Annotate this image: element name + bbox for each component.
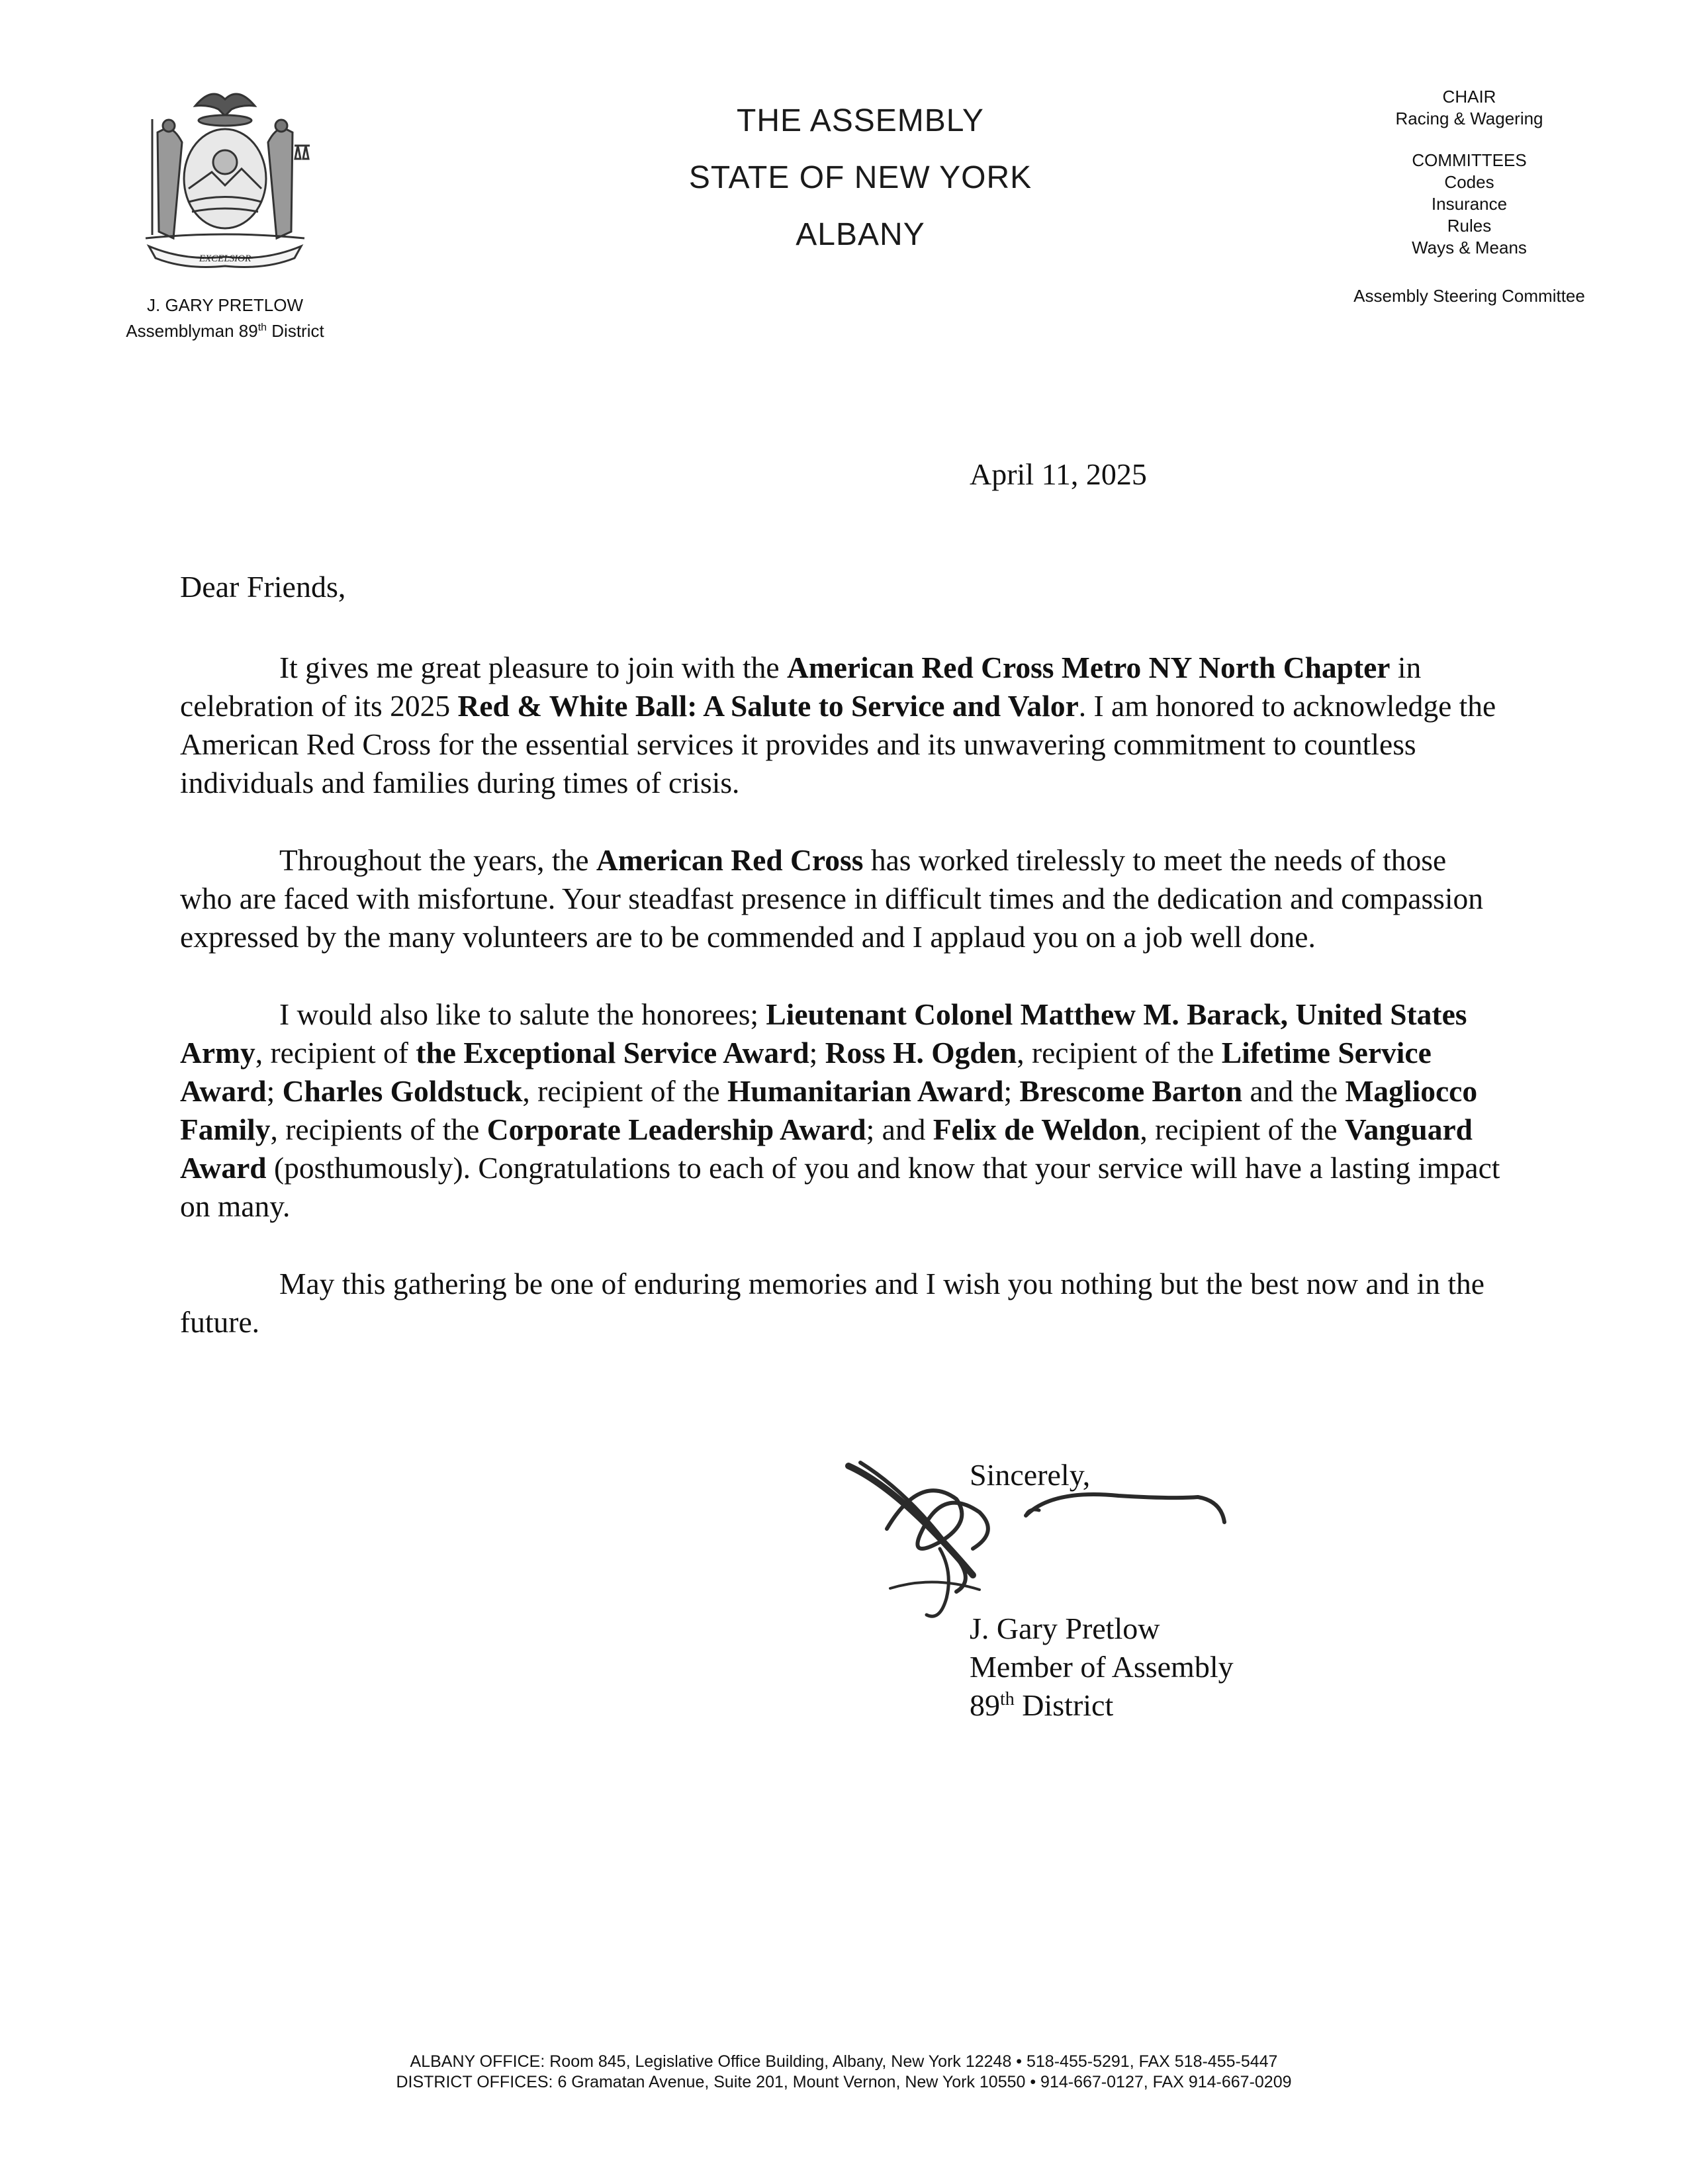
body-text: , recipients of the: [270, 1113, 487, 1146]
assembly-line-1: THE ASSEMBLY: [737, 103, 984, 138]
body-text: . I am honored to acknowledge the American Red Cross for the essential services it provides and its unwavering commitment to countless individuals and families during times of crisis.: [180, 689, 1496, 799]
body-text: ;: [266, 1074, 283, 1108]
signer-title: Member of Assembly: [970, 1650, 1234, 1684]
assembly-line-2: STATE OF NEW YORK: [688, 160, 1032, 195]
body-text: It gives me great pleasure to join with the: [279, 651, 787, 684]
bold-text: Corporate Leadership Award: [486, 1113, 866, 1146]
committee-item: Ways & Means: [1412, 238, 1527, 257]
body-text: has worked tirelessly to meet the needs of those who are faced with misfortune. Your steadfast presence in difficult times and the dedication and compassion expressed by the many volunteers are to be commended and I applaud you on a job well done.: [180, 843, 1484, 954]
bold-text: Vanguard Award: [180, 1113, 1473, 1185]
signer-district-suffix: th: [1000, 1689, 1015, 1709]
body-text: , recipient of the: [1017, 1036, 1222, 1069]
seal-motto: EXCELSIOR: [199, 253, 251, 264]
salutation: Dear Friends,: [180, 570, 346, 604]
committee-item: Codes: [1444, 172, 1494, 192]
signer-name: J. Gary Pretlow: [970, 1612, 1160, 1645]
office-footer: [199, 2052, 1489, 2093]
bold-text: American Red Cross Metro NY North Chapter: [786, 651, 1391, 684]
body-text: I would also like to salute the honorees;: [279, 997, 766, 1031]
member-name: J. GARY PRETLOW: [147, 295, 303, 315]
body-text: Throughout the years, the: [279, 843, 596, 877]
committees-heading: COMMITTEES: [1412, 150, 1527, 170]
body-text: , recipient of the: [522, 1074, 727, 1108]
paragraph-1: [180, 649, 1504, 802]
committee-item: Insurance: [1431, 194, 1508, 214]
assembly-line-3: ALBANY: [796, 217, 925, 252]
body-text: ;: [809, 1036, 825, 1069]
signer-district-word: District: [1014, 1688, 1114, 1722]
body-text: and the: [1242, 1074, 1346, 1108]
assembly-heading: [596, 93, 1125, 263]
letter-date: April 11, 2025: [970, 457, 1147, 491]
body-text: , recipient of the: [1140, 1113, 1345, 1146]
paragraph-3: [180, 995, 1504, 1226]
bold-text: Magliocco Family: [180, 1074, 1478, 1146]
member-block: [106, 295, 344, 342]
body-text: in celebration of its 2025: [180, 651, 1422, 723]
signer-district-number: 89: [970, 1688, 1000, 1722]
signer-district: [970, 1686, 1234, 1725]
committee-assignments: [1317, 86, 1621, 259]
body-text: ; and: [866, 1113, 933, 1146]
body-text: ;: [1003, 1074, 1020, 1108]
paragraph-4: [180, 1265, 1504, 1342]
member-title-text: Assemblyman 89th District: [126, 320, 324, 341]
chair-committee: Racing & Wagering: [1395, 109, 1543, 128]
albany-office: ALBANY OFFICE: Room 845, Legislative Office Building, Albany, New York 12248 • 518-455-5291, FAX 518-455-5447: [410, 2052, 1278, 2071]
body-text: , recipient of: [255, 1036, 416, 1069]
bold-text: the Exceptional Service Award: [416, 1036, 809, 1069]
body-text: May this gathering be one of enduring memories and I wish you nothing but the best now and in the future.: [180, 1267, 1484, 1339]
paragraph-2: [180, 841, 1504, 956]
letter-body: [180, 649, 1504, 1381]
committee-item: Rules: [1447, 216, 1492, 236]
new-york-state-seal-icon: [132, 79, 318, 271]
district-offices: DISTRICT OFFICES: 6 Gramatan Avenue, Suite 201, Mount Vernon, New York 10550 • 914-667-0127, FAX 914-667-0209: [396, 2073, 1292, 2091]
bold-text: Brescome Barton: [1019, 1074, 1243, 1108]
steering-committee: Assembly Steering Committee: [1353, 286, 1585, 306]
bold-text: Humanitarian Award: [727, 1074, 1004, 1108]
bold-text: Felix de Weldon: [933, 1113, 1140, 1146]
bold-text: Lieutenant Colonel Matthew M. Barack, United States Army: [180, 997, 1467, 1069]
member-title: [106, 316, 344, 342]
closing: Sincerely,: [970, 1458, 1091, 1492]
bold-text: Charles Goldstuck: [282, 1074, 523, 1108]
body-text: (posthumously). Congratulations to each of you and know that your service will have a lasting impact on many.: [180, 1151, 1500, 1223]
bold-text: Lifetime Service Award: [180, 1036, 1432, 1108]
chair-heading: CHAIR: [1442, 87, 1496, 107]
bold-text: Red & White Ball: A Salute to Service and Valor: [457, 689, 1079, 723]
bold-text: Ross H. Ogden: [825, 1036, 1017, 1069]
signer-block: [970, 1610, 1234, 1725]
bold-text: American Red Cross: [596, 843, 864, 877]
